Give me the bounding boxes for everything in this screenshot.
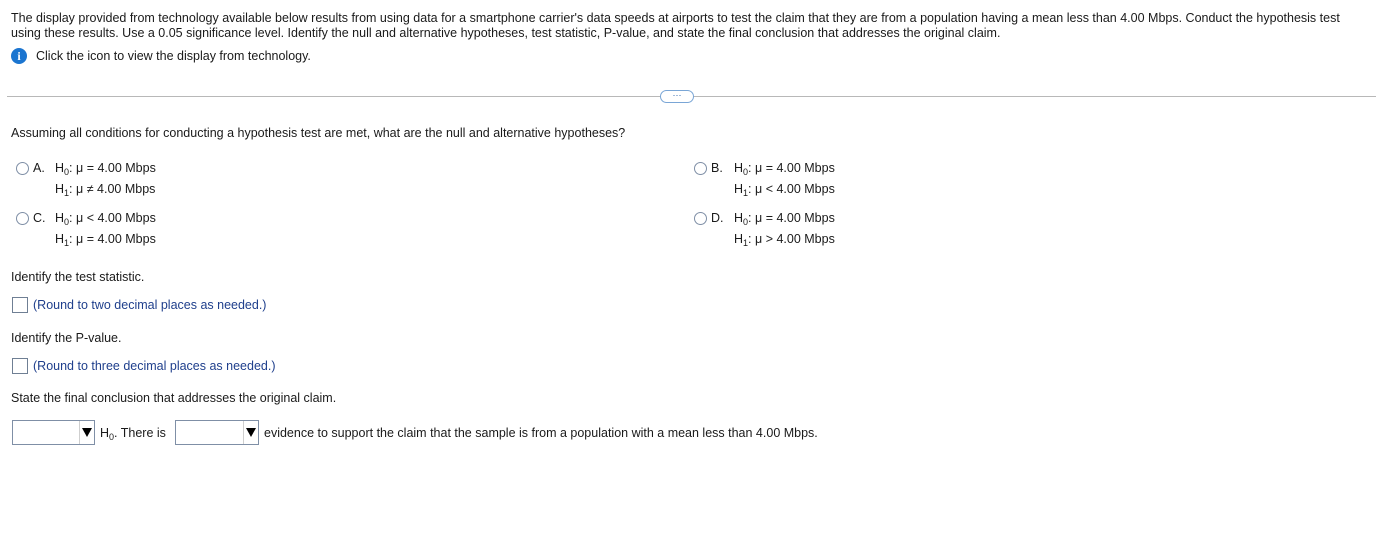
h0-subscript: 0 [64,167,70,177]
h0-statement: μ < 4.00 Mbps [76,211,156,225]
h-symbol: H [55,182,65,196]
option-d-h1 [734,232,835,246]
info-text: Click the icon to view the display from technology. [36,49,311,63]
h-symbol: H [100,426,110,440]
option-a-letter: A. [33,161,45,175]
radio-option-a[interactable] [16,162,29,175]
h-symbol: H [734,232,744,246]
colon: : [69,232,73,246]
option-a-h0 [55,161,156,175]
colon: : [748,232,752,246]
h1-subscript: 1 [743,188,749,198]
h-symbol: H [734,211,744,225]
test-statistic-input[interactable] [12,297,28,313]
evidence-dropdown[interactable] [175,420,259,445]
reject-decision-dropdown[interactable] [12,420,95,445]
p-value-input[interactable] [12,358,28,374]
option-b-letter: B. [711,161,723,175]
test-statistic-label: Identify the test statistic. [11,270,145,284]
colon: : [748,182,752,196]
h1-statement: μ < 4.00 Mbps [755,182,835,196]
option-c-h0 [55,211,156,225]
colon: : [748,161,752,175]
expand-button[interactable]: ⋯ [660,90,694,103]
h0-statement: μ = 4.00 Mbps [76,161,156,175]
h1-subscript: 1 [64,188,70,198]
radio-option-c[interactable] [16,212,29,225]
h1-subscript: 1 [64,238,70,248]
h-symbol: H [55,161,65,175]
h1-statement: μ > 4.00 Mbps [755,232,835,246]
h-symbol: H [734,182,744,196]
option-b-h1 [734,182,835,196]
h0-statement: μ = 4.00 Mbps [755,211,835,225]
colon: : [69,161,73,175]
conclusion-label: State the final conclusion that addresses the original claim. [11,391,337,405]
option-a-h1 [55,182,155,196]
p-value-hint: (Round to three decimal places as needed.) [33,359,276,373]
h-symbol: H [55,232,65,246]
question-hypotheses: Assuming all conditions for conducting a hypothesis test are met, what are the null and alternative hypotheses? [11,126,626,140]
colon: : [748,211,752,225]
h1-subscript: 1 [743,238,749,248]
chevron-down-icon [82,428,92,437]
dropdown-arrow-box [243,421,258,444]
option-c-letter: C. [33,211,46,225]
colon: : [69,211,73,225]
test-statistic-hint: (Round to two decimal places as needed.) [33,298,267,312]
h0-subscript: 0 [64,217,70,227]
conclusion-middle [100,426,166,440]
h1-statement: μ ≠ 4.00 Mbps [76,182,156,196]
colon: : [69,182,73,196]
option-c-h1 [55,232,156,246]
technology-display-link[interactable] [11,48,311,64]
dropdown-arrow-box [79,421,94,444]
chevron-down-icon [246,428,256,437]
h-symbol: H [734,161,744,175]
h0-statement: μ = 4.00 Mbps [755,161,835,175]
h0-subscript: 0 [109,432,115,442]
option-d-h0 [734,211,835,225]
p-value-label: Identify the P-value. [11,331,122,345]
conclusion-end-text: evidence to support the claim that the sample is from a population with a mean less than 4.00 Mbps. [264,426,818,440]
option-d-letter: D. [711,211,724,225]
conclusion-middle-text: . There is [114,426,166,440]
radio-option-b[interactable] [694,162,707,175]
info-icon[interactable]: i [11,48,27,64]
h0-subscript: 0 [743,217,749,227]
problem-statement: The display provided from technology available below results from using data for a smartphone carrier's data speeds at airports to test the claim that they are from a population having a mean less than 4.00 Mbps. Conduct the hypothesis test using these results. Use a 0.05 significance level. Identify the null and alternative hypotheses, test statistic, P-value, and state the final conclusion that addresses the original claim. [11,11,1340,40]
option-b-h0 [734,161,835,175]
h1-statement: μ = 4.00 Mbps [76,232,156,246]
h-symbol: H [55,211,65,225]
radio-option-d[interactable] [694,212,707,225]
h0-subscript: 0 [743,167,749,177]
